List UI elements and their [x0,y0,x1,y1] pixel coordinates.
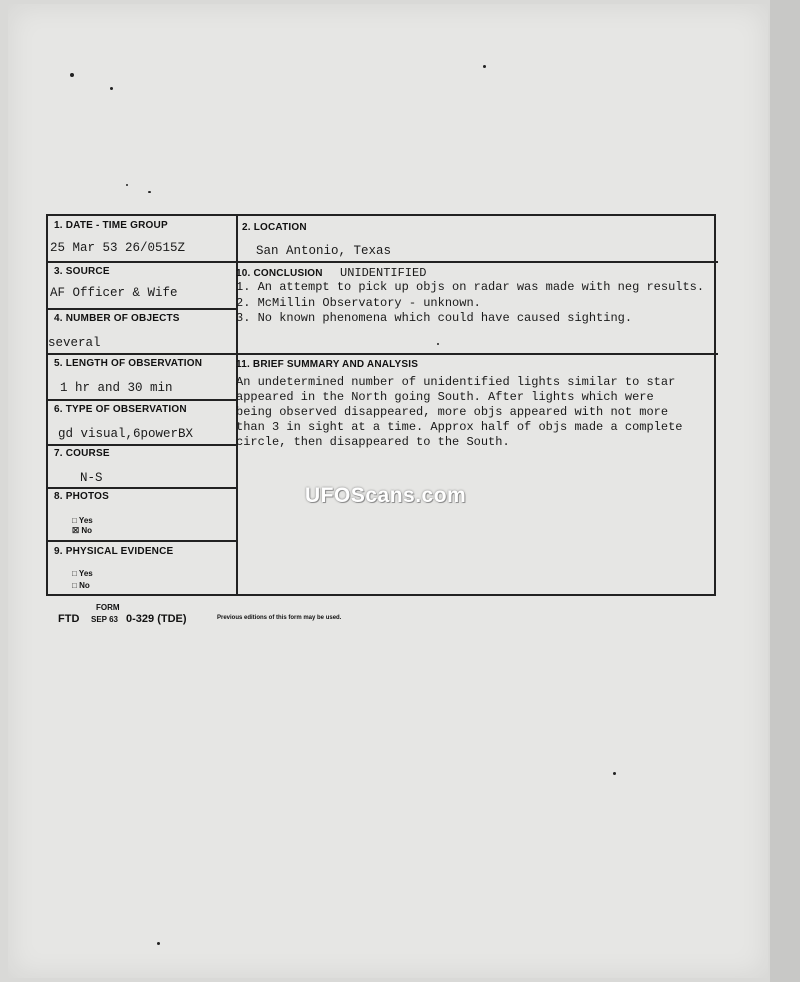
date-time-group-label: 1. DATE - TIME GROUP [54,220,168,231]
footer-form-word: FORM [96,603,120,612]
number-of-objects-label: 4. NUMBER OF OBJECTS [54,313,180,324]
type-of-observation-value: gd visual,6powerBX [58,427,194,441]
photos-yes-option [72,516,93,525]
photos-no-label: No [81,526,93,535]
conclusion-line: 1. An attempt to pick up objs on radar was made with neg results. [236,280,705,294]
source-value: AF Officer & Wife [50,286,178,300]
physical-evidence-yes-option [72,569,93,578]
physical-evidence-no-option [72,581,90,590]
number-of-objects-value: several [48,336,101,350]
length-of-observation-value: 1 hr and 30 min [60,381,173,395]
checkbox-icon: □ [72,569,79,578]
checkbox-icon: □ [72,581,80,590]
physical-evidence-yes-label: Yes [78,569,93,578]
photos-no-option [72,526,92,535]
summary-line: appeared in the North going South. After lights which were [236,390,654,404]
conclusion-value: UNIDENTIFIED [340,266,427,280]
brief-summary-label: 11. BRIEF SUMMARY AND ANALYSIS [236,359,419,370]
physical-evidence-label: 9. PHYSICAL EVIDENCE [54,546,174,557]
checkbox-icon: □ [72,516,79,525]
checkbox-checked-icon: ☒ [72,526,82,535]
footer-note: Previous editions of this form may be used. [217,615,342,621]
course-label: 7. COURSE [54,448,110,459]
date-time-group-value: 25 Mar 53 26/0515Z [50,241,186,255]
footer-ftd: FTD [58,613,80,625]
footer-date-code: SEP 63 [91,615,118,624]
summary-line: being observed disappeared, more objs appeared with not more [236,405,669,419]
conclusion-line: 3. No known phenomena which could have caused sighting. [236,311,633,325]
photos-yes-label: Yes [78,516,93,525]
summary-line: circle, then disappeared to the South. [236,435,510,449]
location-label: 2. LOCATION [242,222,307,233]
photos-label: 8. PHOTOS [54,491,109,502]
type-of-observation-label: 6. TYPE OF OBSERVATION [54,404,187,415]
summary-line: An undetermined number of unidentified lights similar to star [236,375,676,389]
physical-evidence-no-label: No [79,581,90,590]
project-blue-book-form [46,214,716,596]
course-value: N-S [80,471,103,485]
source-label: 3. SOURCE [54,266,110,277]
watermark: UFOScans.com [305,484,467,507]
summary-line: than 3 in sight at a time. Approx half of objs made a complete [236,420,683,434]
conclusion-label: 10. CONCLUSION [236,268,323,279]
location-value: San Antonio, Texas [256,244,392,258]
conclusion-line: 2. McMillin Observatory - unknown. [236,296,481,310]
scan-edge [770,0,800,982]
footer-form-number: 0-329 (TDE) [126,613,187,625]
length-of-observation-label: 5. LENGTH OF OBSERVATION [54,358,203,369]
